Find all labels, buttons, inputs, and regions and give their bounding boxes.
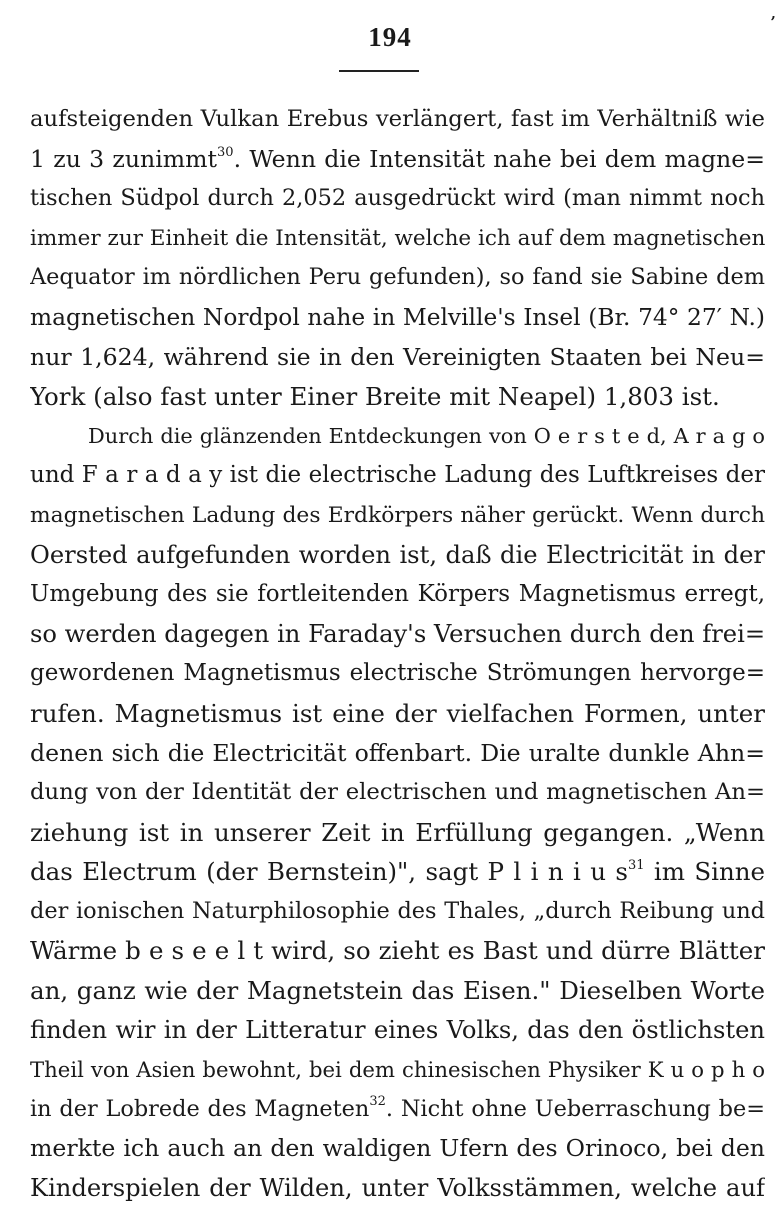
text-line bbox=[30, 456, 765, 496]
page-number: 194 bbox=[368, 22, 412, 52]
stray-mark: , bbox=[771, 6, 776, 22]
text-line bbox=[30, 219, 765, 259]
line-text: so werden dagegen in Faraday's Versuchen durch den frei= bbox=[30, 619, 765, 648]
line-text: finden wir in der Litteratur eines Volks, das den östlichsten bbox=[30, 1015, 765, 1044]
line-text: York (also fast unter Einer Breite mit Neapel) 1,803 ist. bbox=[30, 382, 720, 412]
line-text: merkte ich auch an den waldigen Ufern des Orinoco, bei den bbox=[30, 1134, 765, 1163]
line-text: Oersted aufgefunden worden ist, daß die Electricität in der bbox=[30, 540, 765, 569]
line-text: ziehung ist in unserer Zeit in Erfüllung gegangen. „Wenn bbox=[30, 817, 765, 847]
footnote-marker: 30 bbox=[217, 144, 234, 160]
text-line bbox=[30, 615, 765, 655]
line-text: und F a r a d a y ist die electrische Ladung des Luftkreises der bbox=[30, 462, 765, 489]
line-text: Aequator im nördlichen Peru gefunden), so fand sie Sabine dem bbox=[30, 264, 765, 291]
line-text: Wärme b e s e e l t wird, so zieht es Bast und dürre Blätter bbox=[30, 936, 765, 966]
body-text bbox=[30, 100, 765, 1209]
line-text: aufsteigenden Vulkan Erebus verlängert, fast im Verhältniß wie bbox=[30, 106, 765, 132]
text-line bbox=[30, 892, 765, 932]
line-text: an, ganz wie der Magnetstein das Eisen." Dieselben Worte bbox=[30, 976, 765, 1006]
line-text-continued: . Wenn die Intensität nahe bei dem magne= bbox=[233, 144, 765, 173]
line-text: das Electrum (der Bernstein)", sagt P l i n i u s bbox=[30, 857, 628, 887]
header-rule bbox=[339, 70, 419, 72]
line-text: Umgebung des sie fortleitenden Körpers Magnetismus erregt, bbox=[30, 581, 765, 608]
text-line bbox=[30, 575, 765, 615]
text-line bbox=[30, 140, 765, 180]
line-text: magnetischen Ladung des Erdkörpers näher gerückt. Wenn durch bbox=[30, 502, 765, 528]
line-text: rufen. Magnetismus ist eine der vielfachen Formen, unter bbox=[30, 698, 765, 728]
footnote-marker: 31 bbox=[627, 858, 645, 874]
text-line bbox=[30, 852, 765, 892]
text-line bbox=[30, 813, 765, 853]
text-line bbox=[30, 971, 765, 1011]
line-text: 1 zu 3 zunimmt bbox=[30, 144, 218, 173]
text-line bbox=[30, 179, 765, 219]
text-line bbox=[30, 654, 765, 694]
text-line bbox=[30, 417, 765, 457]
text-line bbox=[30, 773, 765, 813]
text-line bbox=[30, 931, 765, 971]
text-line bbox=[30, 1011, 765, 1051]
line-text-continued: . Nicht ohne Ueberraschung be= bbox=[385, 1095, 765, 1122]
line-text: immer zur Einheit die Intensität, welche ich auf dem magnetischen bbox=[30, 225, 765, 251]
line-text: denen sich die Electricität offenbart. Die uralte dunkle Ahn= bbox=[30, 738, 765, 767]
text-line bbox=[30, 258, 765, 298]
text-line bbox=[30, 377, 765, 417]
line-text: gewordenen Magnetismus electrische Strömungen hervorge= bbox=[30, 660, 765, 687]
line-text: dung von der Identität der electrischen und magnetischen An= bbox=[30, 779, 765, 806]
text-line bbox=[30, 1050, 765, 1090]
line-text-continued: im Sinne bbox=[644, 857, 765, 887]
line-text: Kinderspielen der Wilden, unter Volksstämmen, welche auf bbox=[30, 1174, 765, 1203]
line-text: magnetischen Nordpol nahe in Melville's Insel (Br. 74° 27′ N.) bbox=[30, 303, 765, 331]
line-text: tischen Südpol durch 2,052 ausgedrückt wird (man nimmt noch bbox=[30, 185, 765, 212]
line-text: der ionischen Naturphilosophie des Thales, „durch Reibung und bbox=[30, 897, 765, 924]
text-line bbox=[30, 1129, 765, 1169]
text-line bbox=[30, 100, 765, 140]
line-text: nur 1,624, während sie in den Vereinigten Staaten bei Neu= bbox=[30, 342, 765, 371]
text-line bbox=[30, 536, 765, 576]
text-line bbox=[30, 1169, 765, 1209]
text-line bbox=[30, 298, 765, 338]
line-text: in der Lobrede des Magneten bbox=[30, 1095, 370, 1122]
text-line bbox=[30, 496, 765, 536]
line-text: Durch die glänzenden Entdeckungen von O e r s t e d, A r a g o bbox=[88, 423, 765, 448]
text-line bbox=[30, 1090, 765, 1130]
line-text: Theil von Asien bewohnt, bei dem chinesischen Physiker K u o p h o bbox=[30, 1057, 765, 1083]
text-line bbox=[30, 338, 765, 378]
footnote-marker: 32 bbox=[369, 1093, 386, 1109]
text-line bbox=[30, 694, 765, 734]
text-line bbox=[30, 734, 765, 774]
